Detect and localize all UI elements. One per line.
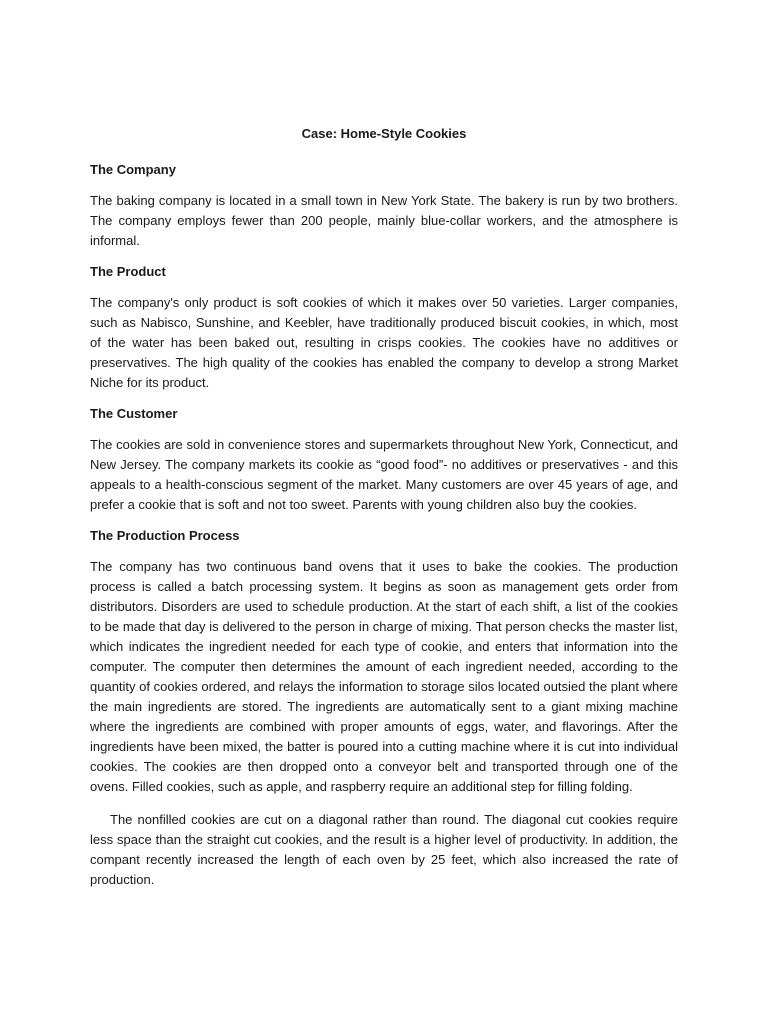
paragraph-production-process: The company has two continuous band ovens that it uses to bake the cookies. The production process is called a batch processing system. It begins as soon as management gets order from distributors. Disorders are used to schedule production. At the start of each shift, a list of the cookies to be made that day is delivered to the person in charge of mixing. That person checks the master list, which indicates the ingredient needed for each type of cookie, and enters that information into the computer. The computer then determines the amount of each ingredient needed, according to the quantity of cookies ordered, and relays the information to storage silos located outsied the plant where the main ingredients are stored. The ingredients are automatically sent to a giant mixing machine where the ingredients are combined with proper amounts of eggs, water, and flavorings. After the ingredients have been mixed, the batter is poured into a cutting machine where it is cut into individual cookies. The cookies are then dropped onto a conveyor belt and transported through one of the ovens. Filled cookies, such as apple, and raspberry require an additional step for filling folding. [90,559,678,794]
section-heading-product: The Product [90,264,166,279]
document-title: Case: Home-Style Cookies [301,126,467,141]
section-heading-production-process: The Production Process [90,528,240,543]
paragraph-nonfilled-cookies: The nonfilled cookies are cut on a diagonal rather than round. The diagonal cut cookies require less space than the straight cut cookies, and the result is a higher level of productivity. In addition, the compant recently increased the length of each oven by 25 feet, which also increased the rate of production. [90,812,678,887]
paragraph-product: The company's only product is soft cookies of which it makes over 50 varieties. Larger companies, such as Nabisco, Sunshine, and Keebler, have traditionally produced biscuit cookies, in which, most of the water has been baked out, resulting in crisps cookies. The cookies have no additives or preservatives. The high quality of the cookies has enabled the company to develop a strong Market Niche for its product. [90,295,678,390]
section-heading-customer: The Customer [90,406,178,421]
section-heading-company: The Company [90,162,176,177]
paragraph-company: The baking company is located in a small town in New York State. The bakery is run by two brothers. The company employs fewer than 200 people, mainly blue-collar workers, and the atmosphere is informal. [90,193,678,248]
paragraph-customer: The cookies are sold in convenience stores and supermarkets throughout New York, Connecticut, and New Jersey. The company markets its cookie as “good food”- no additives or preservatives - and this appeals to a health-conscious segment of the market. Many customers are over 45 years of age, and prefer a cookie that is soft and not too sweet. Parents with young children also buy the cookies. [90,437,678,512]
